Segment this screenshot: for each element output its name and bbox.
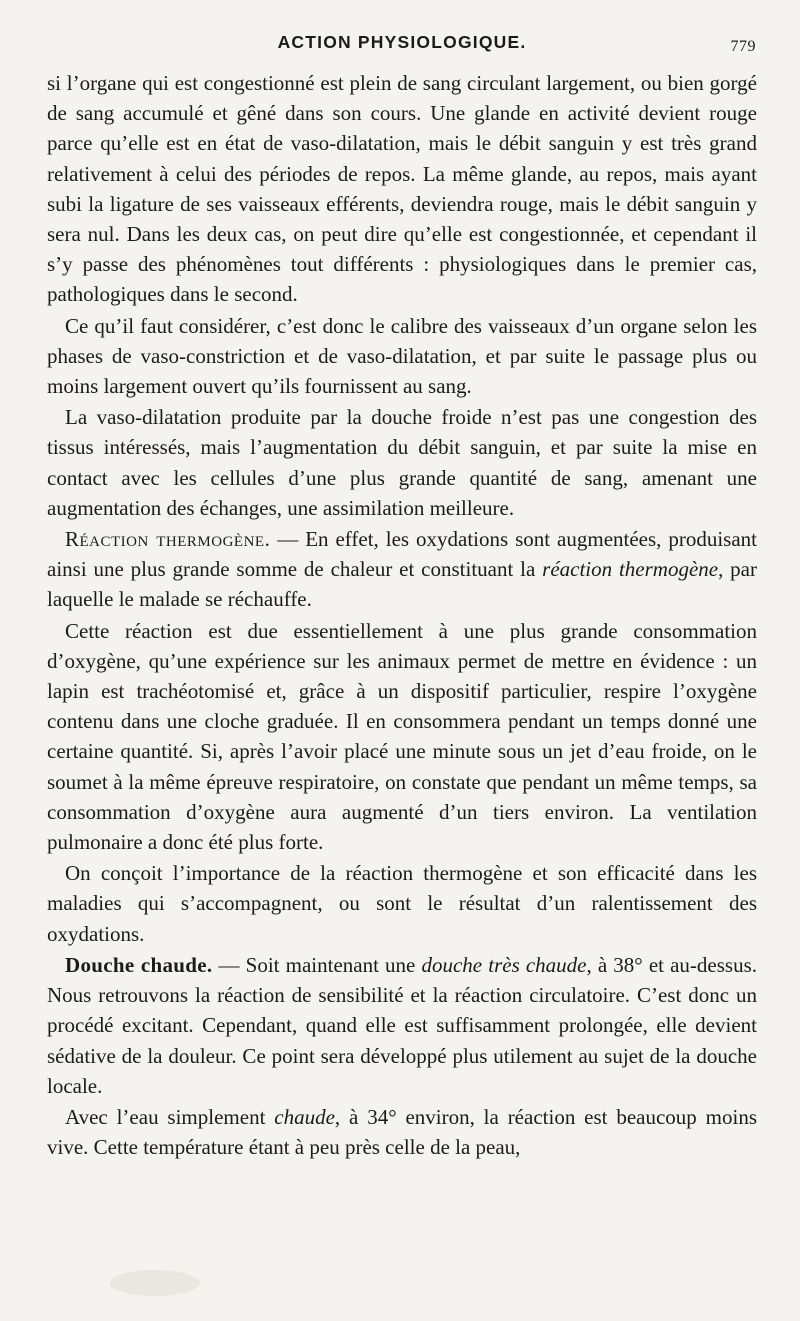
paragraph-eau-chaude bbox=[47, 1102, 757, 1162]
section-lead-reaction-thermogene: Réaction thermogène. bbox=[65, 527, 271, 552]
running-title: ACTION PHYSIOLOGIQUE. bbox=[277, 32, 527, 52]
paragraph-text: On conçoit l’importance de la réaction thermogène et son efficacité dans les maladies qui s’accompagnent, ou sont le résultat d’un ralentissement des oxydations. bbox=[47, 861, 757, 946]
paragraph-text-tail: , par laquelle le malade se réchauffe. bbox=[47, 557, 757, 612]
page-number: 779 bbox=[730, 38, 756, 55]
body-text bbox=[47, 68, 757, 1163]
paragraph-text: — En effet, les oxydations sont augmentées, produisant ainsi une plus grande somme de chaleur et constituant la bbox=[47, 527, 758, 582]
paragraph-vaso-dilatation bbox=[47, 402, 757, 523]
paragraph-congestion bbox=[47, 68, 757, 310]
italic-term: réaction thermogène bbox=[542, 557, 719, 582]
italic-term: chaude bbox=[274, 1104, 335, 1129]
paragraph-douche-chaude bbox=[47, 950, 757, 1101]
paragraph-text: si l’organe qui est congestionné est plein de sang circulant largement, ou bien gorgé de sang accumulé et gêné dans son cours. Une glande en activité devient rouge parce qu’elle est en état de vaso-dilatation, mais le débit sanguin y est très grand relativement à celui des périodes de repos. La même glande, au repos, mais ayant subi la ligature de ses vaisseaux efférents, deviendra rouge, mais le débit sanguin y sera nul. Dans les deux cas, on peut dire qu’elle est congestionnée, et cependant il s’y passe des phénomènes tout différents : physiologiques dans le premier cas, pathologiques dans le second. bbox=[47, 71, 757, 307]
paragraph-calibre bbox=[47, 311, 757, 402]
paragraph-reaction-thermogene bbox=[47, 524, 757, 615]
paragraph-text: La vaso-dilatation produite par la douche froide n’est pas une congestion des tissus intéressés, mais l’augmentation du débit sanguin, et par suite la mise en contact avec les cellules d’une plus grande quantité de sang, amenant une augmentation des échanges, une assimilation meilleure. bbox=[47, 405, 757, 520]
section-lead-douche-chaude: Douche chaude. bbox=[65, 952, 213, 977]
page-header bbox=[48, 28, 756, 58]
paragraph-text: Avec l’eau simplement bbox=[65, 1104, 275, 1129]
paper-smudge bbox=[110, 1270, 200, 1296]
paragraph-text: Ce qu’il faut considérer, c’est donc le calibre des vaisseaux d’un organe selon les phases de vaso-constriction et de vaso-dilatation, et par suite le passage plus ou moins largement ouvert qu’ils fournissent au sang. bbox=[47, 313, 757, 399]
paragraph-oxygen-experiment bbox=[47, 616, 757, 858]
paragraph-text-tail: , à 34° environ, la réaction est beaucoup moins vive. Cette température étant à peu près celle de la peau, bbox=[47, 1104, 757, 1160]
paragraph-text-tail: , à 38° et au-dessus. Nous retrouvons la réaction de sensibilité et la réaction circulatoire. C’est donc un procédé excitant. Cependant, quand elle est suffisamment prolongée, elle devient sédative de la douleur. Ce point sera développé plus utilement au sujet de la douche locale. bbox=[47, 952, 757, 1098]
paragraph-text: Cette réaction est due essentiellement à une plus grande consommation d’oxygène, qu’une expérience sur les animaux permet de mettre en évidence : un lapin est trachéotomisé et, grâce à un dispositif particulier, respire l’oxygène contenu dans une cloche graduée. Il en consommera pendant un temps donné une certaine quantité. Si, après l’avoir placé une minute sous un jet d’eau froide, on le soumet à la même épreuve respiratoire, on constate que pendant un même temps, sa consommation d’oxygène aura augmenté d’un tiers environ. La ventilation pulmonaire a donc été plus forte. bbox=[47, 618, 757, 855]
italic-term: douche très chaude bbox=[421, 952, 587, 977]
paragraph-text: — Soit maintenant une bbox=[212, 952, 422, 977]
paragraph-importance bbox=[47, 858, 757, 949]
